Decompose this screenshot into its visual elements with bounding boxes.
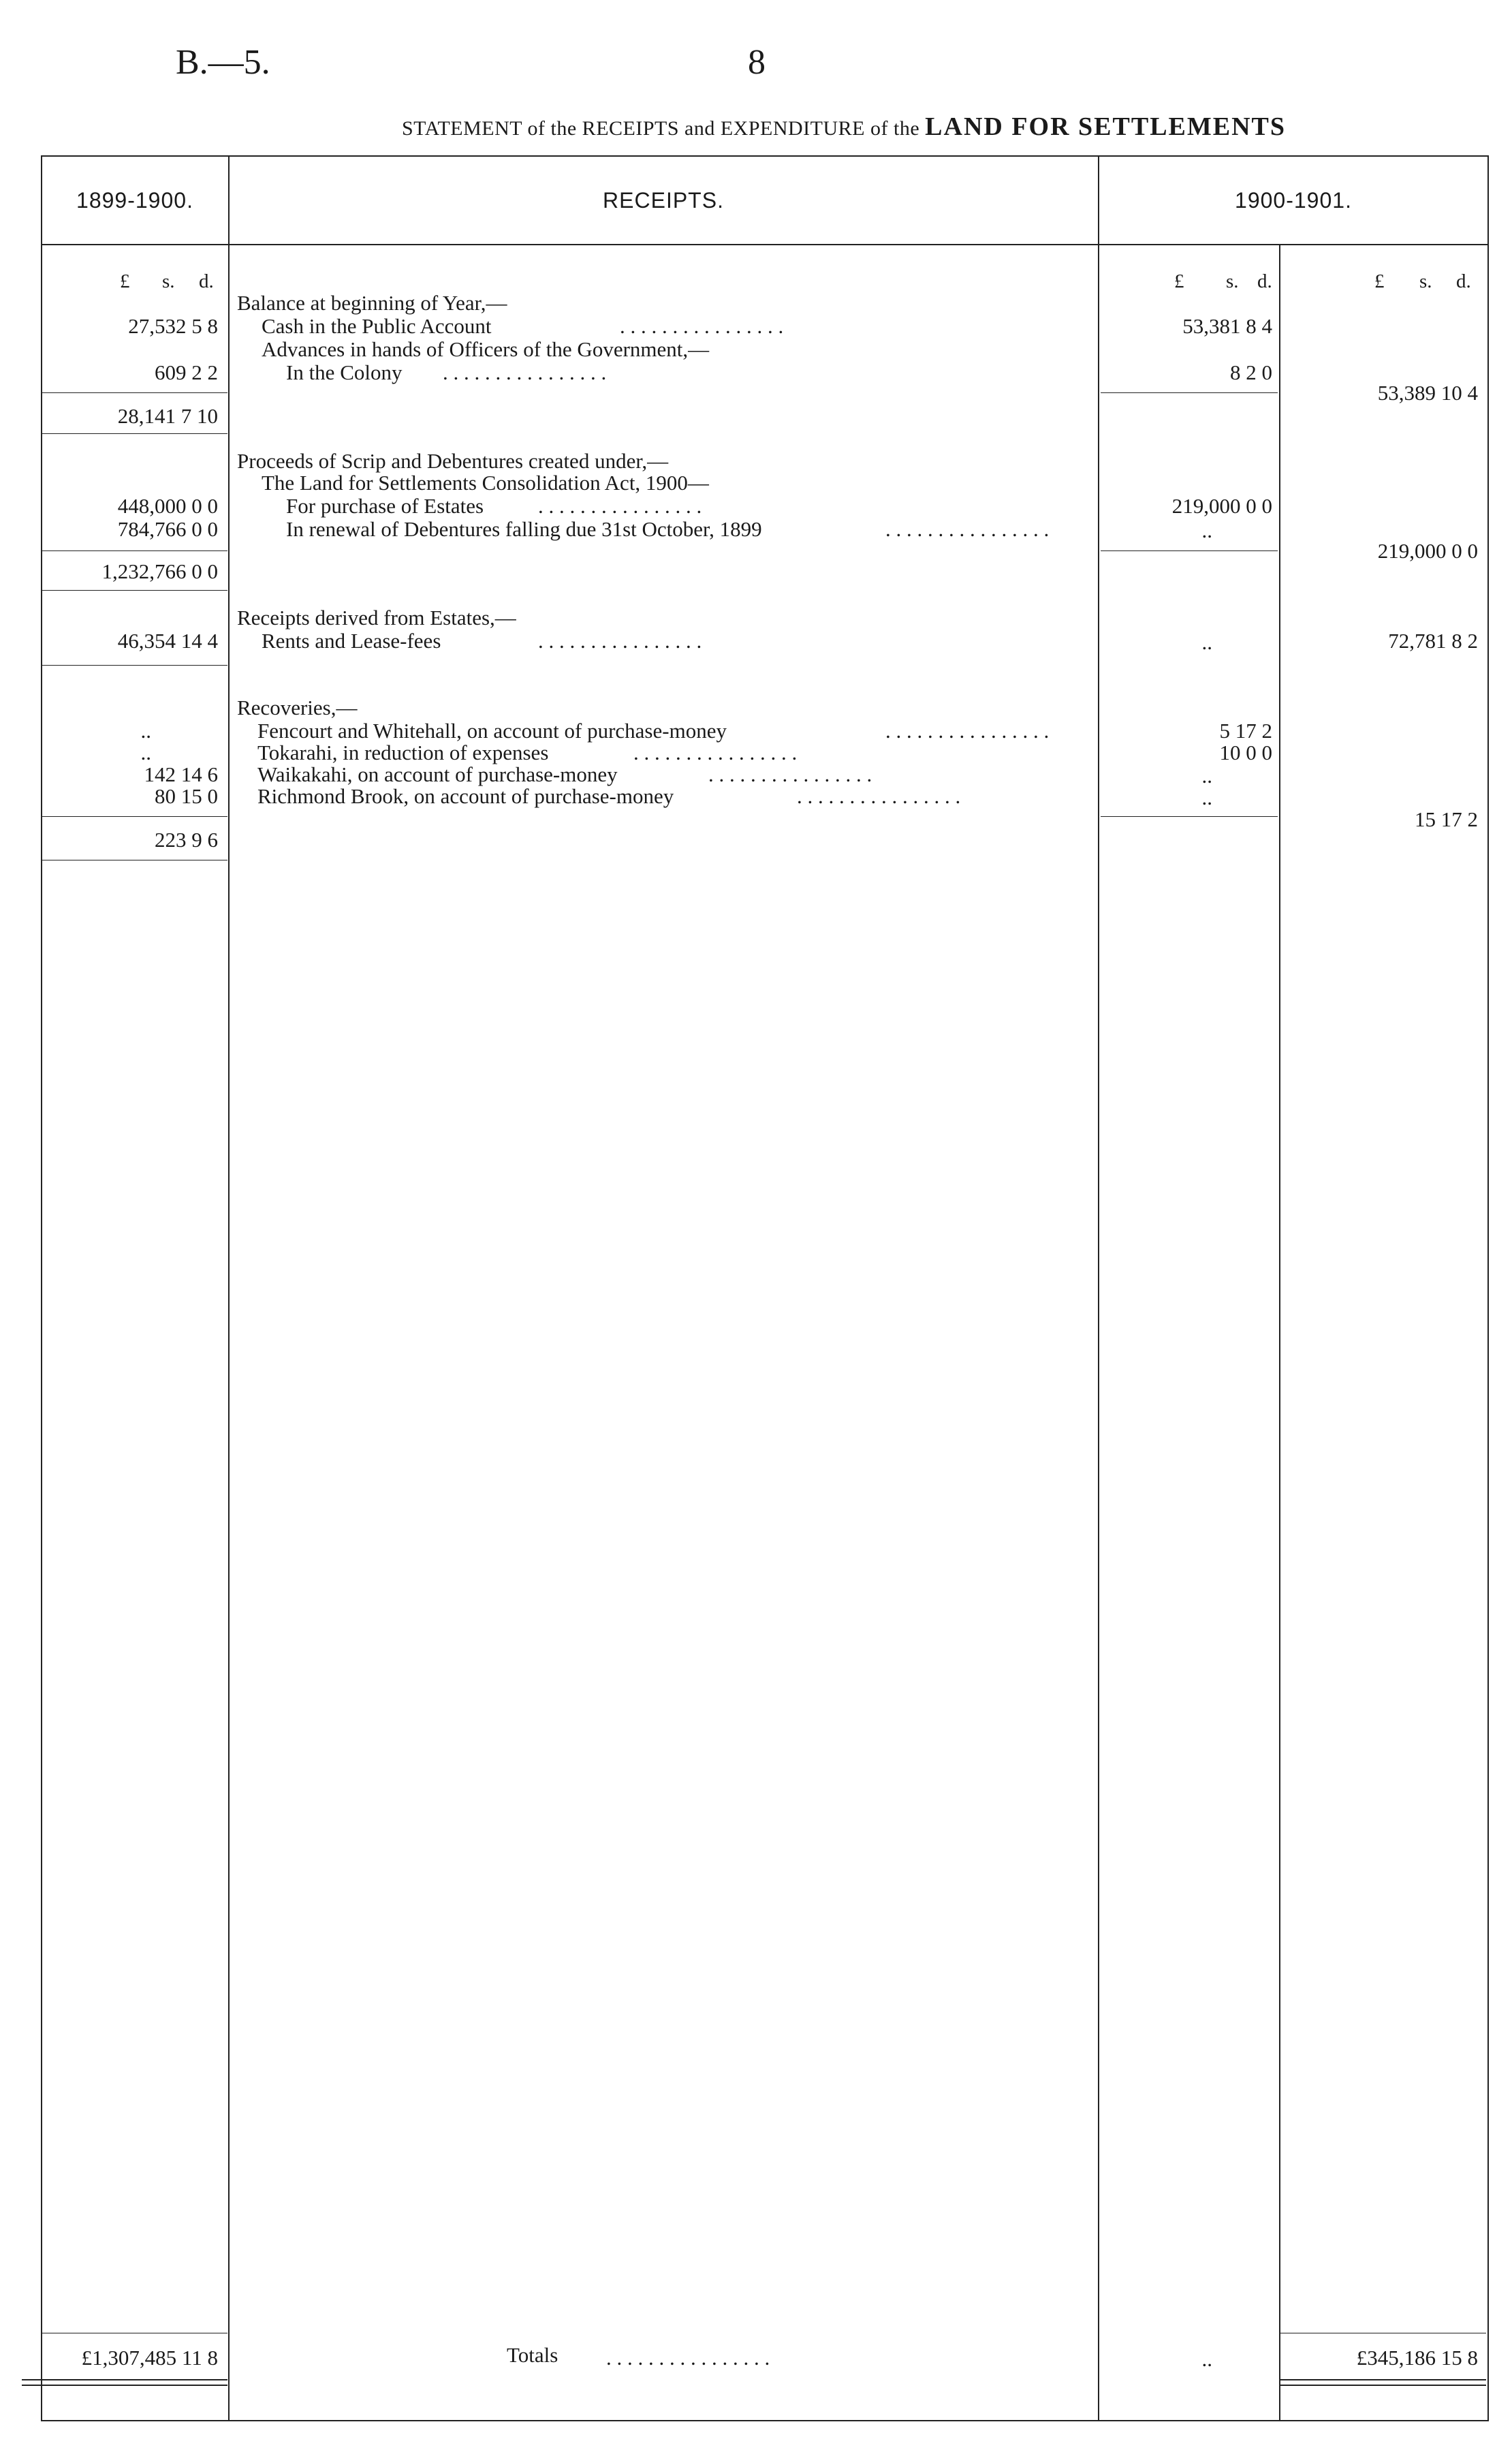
recoveries-heading: Recoveries,— [237, 696, 358, 719]
col-header-receipts: RECEIPTS. [603, 188, 724, 213]
recovery-label: Tokarahi, in reduction of expenses [257, 741, 549, 764]
estates-heading: Receipts derived from Estates,— [237, 606, 516, 630]
cash-label: Cash in the Public Account [262, 314, 492, 338]
subtotal-rule [1101, 550, 1278, 551]
recovery-curr-amount: 10 0 0 [1219, 741, 1272, 764]
recovery-prev-amount: 80 15 0 [155, 784, 218, 808]
purchase-label: For purchase of Estates [286, 494, 484, 518]
col-divider-prev [228, 155, 230, 2421]
right-border [1487, 155, 1489, 2421]
leader-dots: . . . . . . . . . . . . . . . . [633, 741, 798, 764]
leader-dots: . . . . . . . . . . . . . . . . [620, 315, 784, 338]
section-rule [42, 665, 227, 666]
unit-pence-prev: d. [199, 270, 214, 292]
recoveries-prev-subtotal: 223 9 6 [155, 828, 218, 852]
recovery-label: Fencourt and Whitehall, on account of purchase-money [257, 719, 727, 743]
rents-prev-amount: 46,354 14 4 [117, 629, 218, 653]
subtotal-rule [1101, 816, 1278, 817]
renewal-curr-amount: .. [1201, 518, 1212, 542]
leader-dots: . . . . . . . . . . . . . . . . [538, 495, 702, 518]
col-header-curr-year: 1900-1901. [1235, 188, 1352, 213]
cash-prev-amount: 27,532 5 8 [128, 314, 218, 338]
leader-dots: . . . . . . . . . . . . . . . . [708, 763, 872, 786]
renewal-prev-amount: 784,766 0 0 [117, 517, 218, 541]
leader-dots: . . . . . . . . . . . . . . . . [797, 785, 961, 808]
unit-pound-prev: £ [120, 270, 130, 292]
purchase-curr-amount: 219,000 0 0 [1171, 494, 1272, 518]
page-reference: B.—5. [176, 43, 270, 82]
balance-curr-subtotal: 53,389 10 4 [1377, 381, 1478, 405]
unit-pound-curr: £ [1374, 270, 1385, 292]
statement-heading [402, 112, 1286, 142]
rents-curr-amount: 72,781 8 2 [1388, 629, 1478, 653]
recovery-label: Richmond Brook, on account of purchase-money [257, 784, 674, 808]
subtotal-rule [42, 392, 227, 393]
recovery-prev-amount: 142 14 6 [144, 762, 218, 786]
recovery-curr-amount: .. [1201, 764, 1212, 788]
subtotal-rule [42, 816, 227, 817]
leader-dots: . . . . . . . . . . . . . . . . [885, 719, 1050, 743]
purchase-prev-amount: 448,000 0 0 [117, 494, 218, 518]
totals-prev-amount: £1,307,485 11 8 [81, 2346, 218, 2370]
col-header-prev-year: 1899-1900. [76, 188, 193, 213]
header-bottom-border [41, 244, 1487, 245]
page-number: 8 [748, 43, 766, 82]
recovery-label: Waikakahi, on account of purchase-money [257, 762, 618, 786]
subtotal-rule [42, 550, 227, 551]
proceeds-curr-subtotal: 219,000 0 0 [1377, 539, 1478, 563]
table-top-border [41, 155, 1487, 157]
advances-label: Advances in hands of Officers of the Government,— [262, 337, 710, 361]
recovery-prev-amount: .. [140, 741, 151, 764]
statement-title: LAND FOR SETTLEMENTS [925, 112, 1287, 141]
recovery-curr-amount: .. [1201, 786, 1212, 809]
leader-dots: . . . . . . . . . . . . . . . . [538, 630, 702, 653]
recovery-curr-amount: 5 17 2 [1219, 719, 1272, 743]
unit-shilling-curr: s. [1419, 270, 1432, 292]
table-bottom-border [41, 2420, 1487, 2421]
totals-curr-amount: £345,186 15 8 [1356, 2346, 1478, 2370]
statement-prefix: STATEMENT of the RECEIPTS and EXPENDITURE of the [402, 117, 920, 140]
totals-double-rule [1280, 2385, 1486, 2386]
leader-dots: . . . . . . . . . . . . . . . . [443, 361, 607, 384]
balance-prev-subtotal: 28,141 7 10 [117, 404, 218, 428]
colony-prev-amount: 609 2 2 [155, 360, 218, 384]
act-label: The Land for Settlements Consolidation Act, 1900— [262, 471, 709, 495]
unit-pence-curr: d. [1456, 270, 1471, 292]
totals-double-rule [1280, 2379, 1486, 2380]
proceeds-prev-subtotal: 1,232,766 0 0 [101, 559, 218, 583]
totals-mid-amount: .. [1201, 2347, 1212, 2371]
totals-double-rule [22, 2385, 227, 2386]
totals-label: Totals [507, 2343, 558, 2367]
unit-shilling-mid: s. [1226, 270, 1239, 292]
subtotal-rule [1101, 392, 1278, 393]
subtotal-rule [42, 590, 227, 591]
leader-dots: . . . . . . . . . . . . . . . . [606, 2346, 770, 2370]
unit-pence-mid: d. [1257, 270, 1272, 292]
unit-shilling-prev: s. [162, 270, 175, 292]
recoveries-curr-subtotal: 15 17 2 [1415, 807, 1478, 831]
col-divider-mid [1279, 244, 1280, 2421]
leader-dots: . . . . . . . . . . . . . . . . [885, 518, 1050, 541]
totals-double-rule [22, 2379, 227, 2380]
colony-label: In the Colony [286, 360, 403, 384]
proceeds-heading: Proceeds of Scrip and Debentures created under,— [237, 449, 669, 473]
subtotal-rule [42, 433, 227, 434]
rents-label: Rents and Lease-fees [262, 629, 441, 653]
cash-curr-amount: 53,381 8 4 [1182, 314, 1272, 338]
colony-curr-amount: 8 2 0 [1230, 360, 1272, 384]
rents-mid-amount: .. [1201, 630, 1212, 654]
recovery-prev-amount: .. [140, 719, 151, 743]
renewal-label: In renewal of Debentures falling due 31st October, 1899 [286, 517, 762, 541]
balance-heading: Balance at beginning of Year,— [237, 291, 507, 315]
unit-pound-mid: £ [1174, 270, 1184, 292]
